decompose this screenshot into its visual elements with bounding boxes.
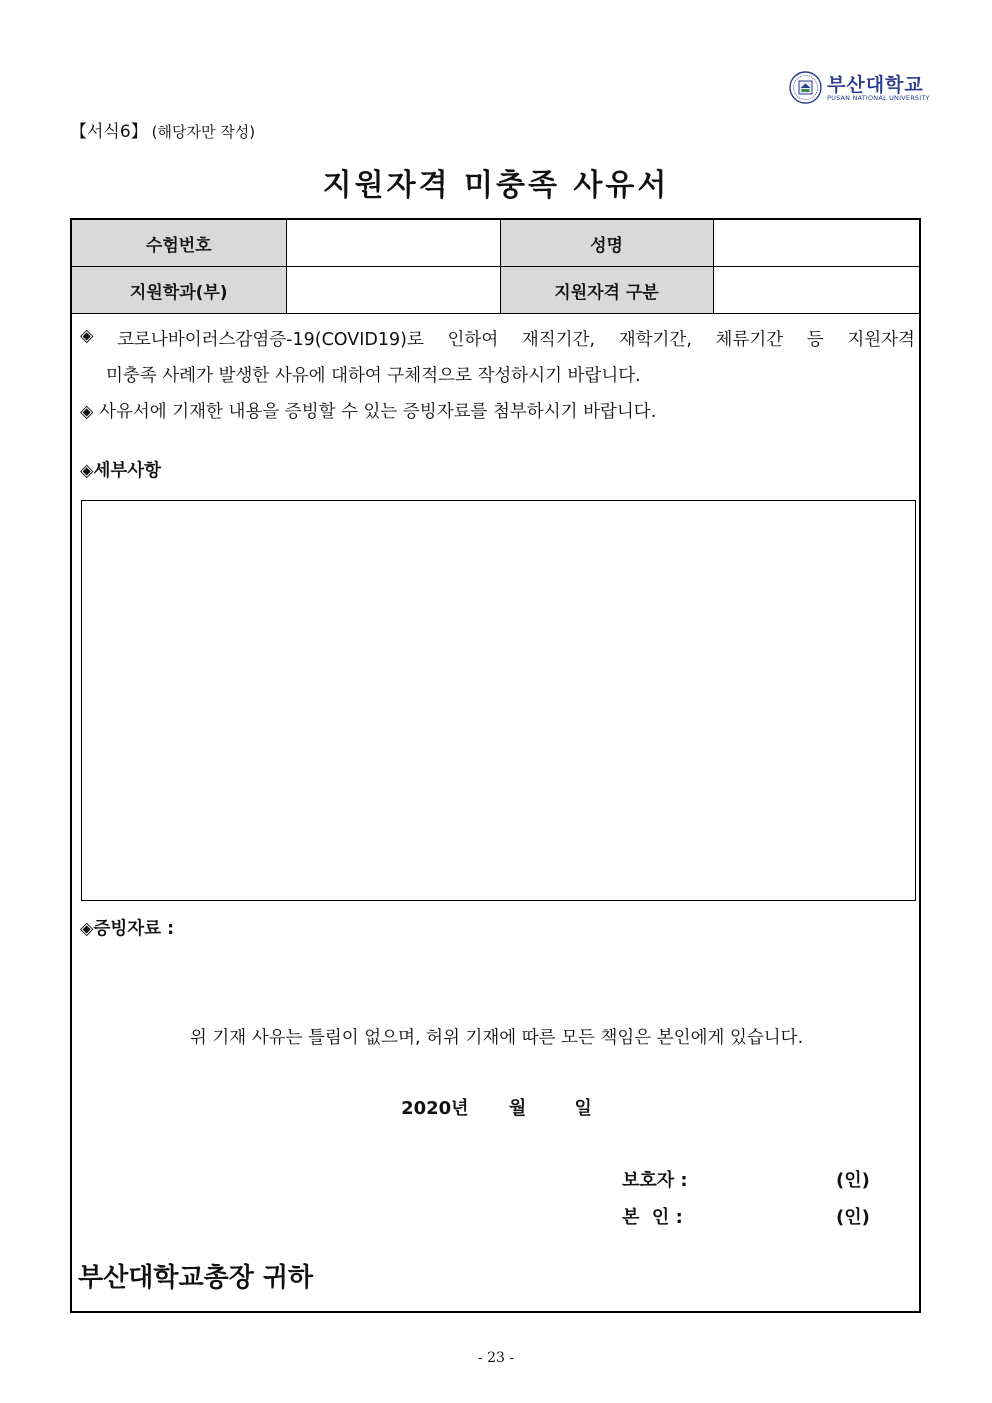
guardian-label: 보호자 :: [622, 1170, 688, 1191]
declaration-statement: 위 기재 사유는 틀림이 없으며, 허위 기재에 따른 모든 책임은 본인에게 있습니다.: [189, 1028, 804, 1048]
instruction-covid: [80, 326, 915, 387]
logo-name: 부산대학교: [827, 74, 924, 96]
department-field[interactable]: [286, 267, 500, 314]
exam-number-label: 수험번호: [72, 220, 286, 267]
addressee: 부산대학교총장 귀하: [78, 1263, 314, 1293]
form-frame: [70, 218, 921, 1313]
instruction-word: 재직기간,: [521, 330, 596, 350]
university-logo: [789, 70, 930, 106]
page-number: - 23 -: [477, 1350, 515, 1366]
qualification-type-field[interactable]: [713, 267, 921, 314]
name-label: 성명: [500, 220, 713, 267]
details-heading-label: 세부사항: [93, 461, 162, 481]
instruction-line-1: [80, 326, 915, 351]
instruction-word: 코로나바이러스감염증-19(COVID19)로: [117, 330, 424, 350]
date-month: 월: [508, 1098, 527, 1119]
date-year: 2020년: [401, 1098, 469, 1119]
name-field[interactable]: [713, 220, 921, 267]
guardian-seal-mark: (인): [836, 1170, 870, 1191]
diamond-bullet-icon: ◈: [80, 326, 94, 346]
diamond-bullet-icon: ◈: [80, 919, 94, 939]
instruction-word: 등: [806, 330, 824, 350]
form-label: [70, 117, 255, 142]
department-label: 지원학과(부): [72, 267, 286, 314]
evidence-heading-label: 증빙자료 :: [93, 919, 175, 939]
applicant-info-table: [72, 220, 921, 314]
instruction-word: 체류기간: [715, 330, 784, 350]
self-label: 본 인 :: [622, 1207, 683, 1228]
form-number: 【서식6】: [70, 122, 148, 142]
qualification-type-label: 지원자격 구분: [500, 267, 713, 314]
instruction-word: 지원자격: [847, 330, 915, 350]
instruction-line-3: 사유서에 기재한 내용을 증빙할 수 있는 증빙자료를 첨부하시기 바랍니다.: [99, 402, 657, 422]
form-note: (해당자만 작성): [151, 123, 256, 141]
document-title: 지원자격 미충족 사유서: [322, 168, 670, 203]
details-textarea[interactable]: [81, 500, 916, 901]
self-seal-mark: (인): [836, 1207, 870, 1228]
diamond-bullet-icon: ◈: [80, 461, 94, 481]
date-day: 일: [574, 1098, 592, 1119]
university-seal-icon: [789, 71, 822, 104]
exam-number-field[interactable]: [286, 220, 500, 267]
instruction-line-2: 미충족 사례가 발생한 사유에 대하여 구체적으로 작성하시기 바랍니다.: [106, 366, 641, 386]
date-line: [72, 1094, 921, 1120]
logo-english-name: PUSAN NATIONAL UNIVERSITY: [827, 94, 930, 102]
evidence-heading: [80, 915, 174, 940]
details-heading: [80, 457, 161, 482]
diamond-bullet-icon: ◈: [80, 402, 94, 422]
instruction-word: 인하여: [447, 330, 499, 350]
instruction-word: 재학기간,: [618, 330, 692, 350]
instruction-evidence: [80, 398, 656, 423]
